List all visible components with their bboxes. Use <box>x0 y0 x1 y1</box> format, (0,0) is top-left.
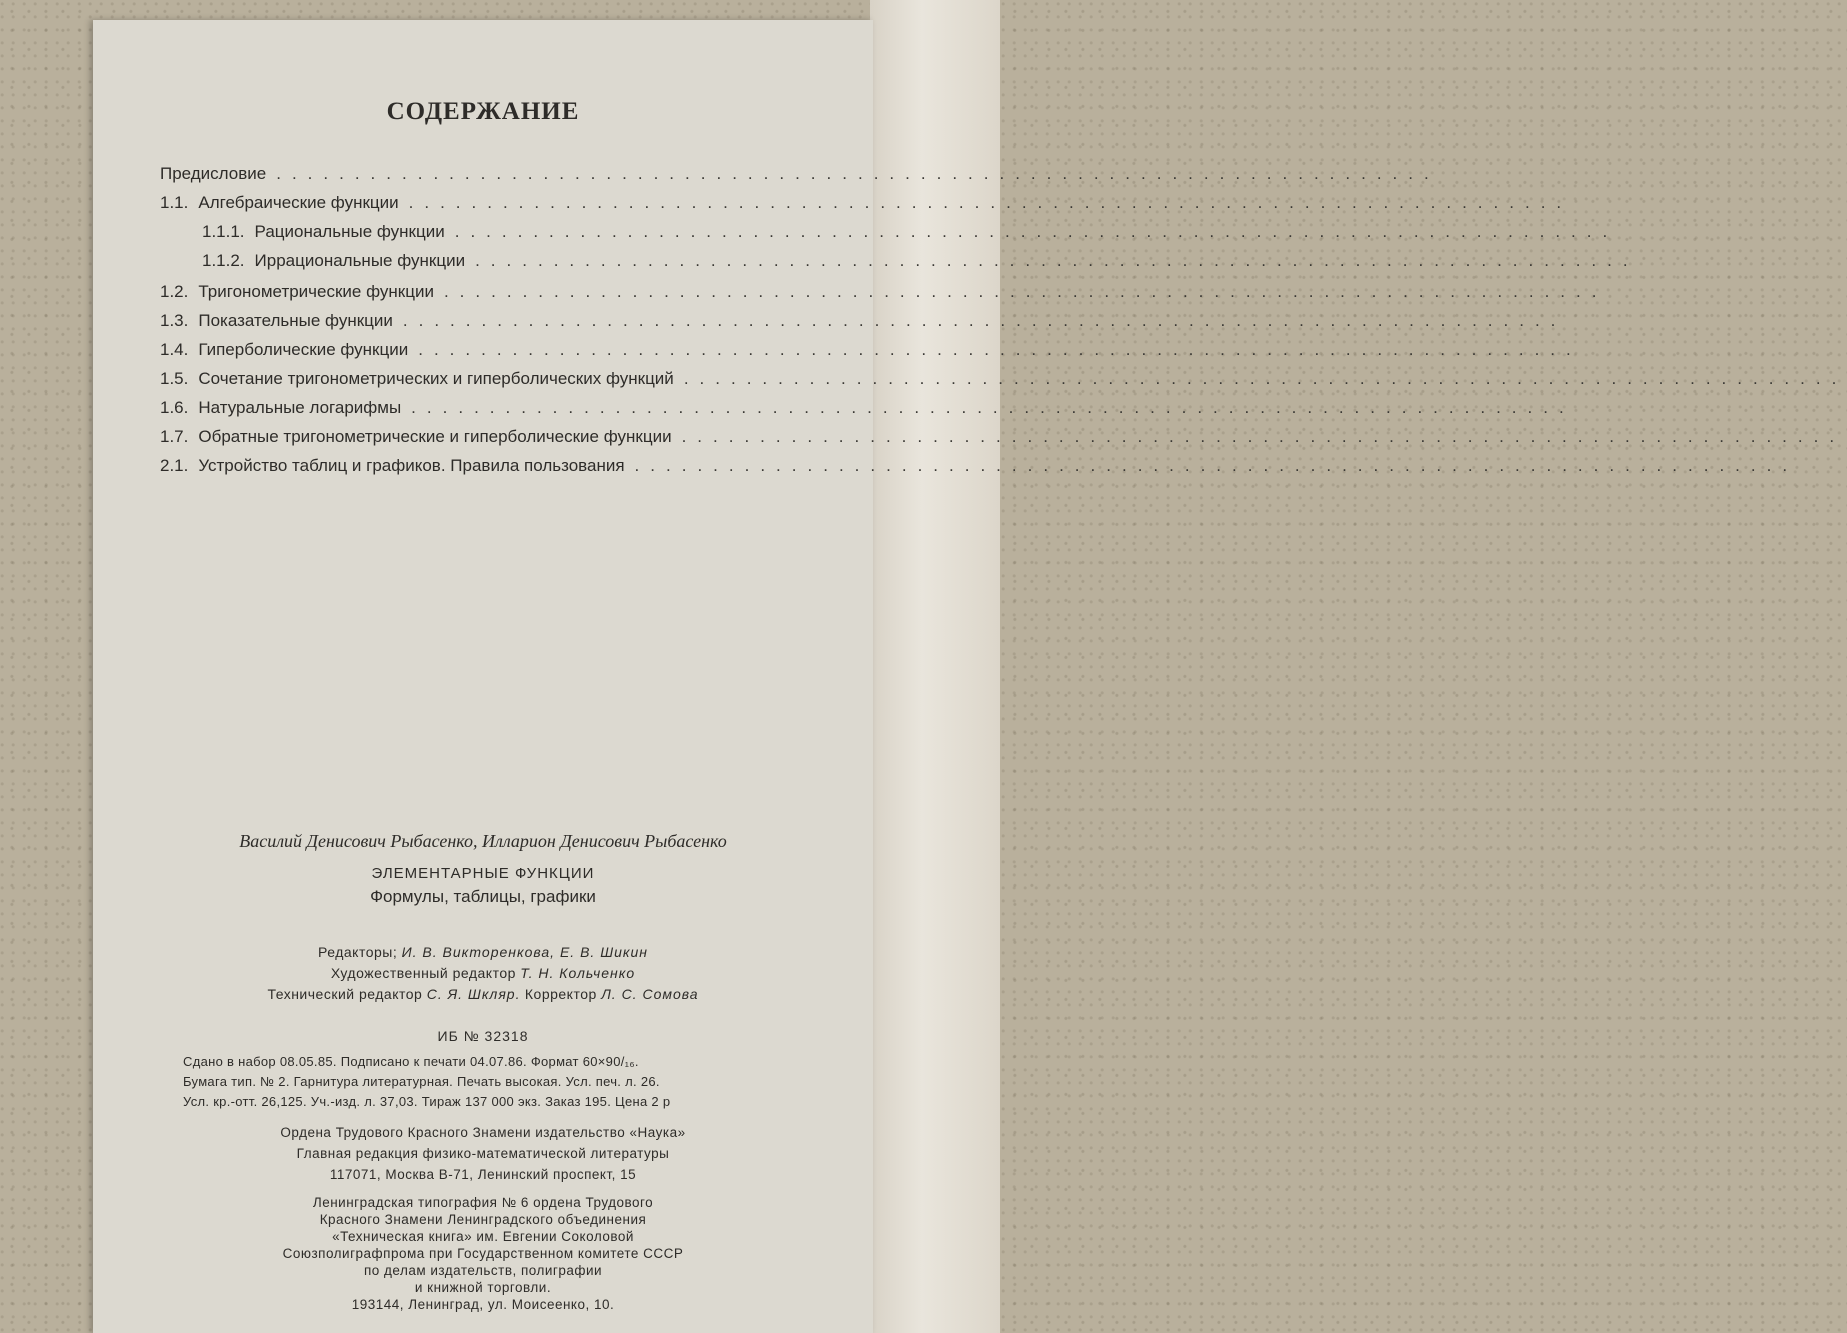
toc-item <box>160 282 1608 311</box>
printer-line: Союзполиграфпрома при Государственном комитете СССР <box>282 1246 684 1261</box>
editors-names: И. В. Викторенкова, Е. В. Шикин <box>401 944 648 960</box>
toc-leader-dots: .......................................................................... <box>411 398 1575 417</box>
toc-list <box>160 164 1847 485</box>
toc-item-text: Натуральные логарифмы <box>198 398 402 417</box>
book-subtitle: Формулы, таблицы, графики <box>370 887 596 906</box>
toc-leader-dots: .......................................................................... <box>454 222 1619 241</box>
editors-label: Редакторы; <box>318 944 398 960</box>
toc-item-text: Рациональные функции <box>254 222 445 241</box>
toc-item-number: 1.6. <box>160 398 189 417</box>
toc-leader-dots: .......................................................................... <box>683 369 1847 388</box>
toc-item <box>160 251 1639 280</box>
toc-item <box>160 427 1846 456</box>
printer-line: 193144, Ленинград, ул. Моисеенко, 10. <box>351 1297 615 1312</box>
printer-info <box>93 1194 873 1313</box>
printer-line: «Техническая книга» им. Евгении Соколовой <box>332 1229 634 1244</box>
toc-item-number: 1.4. <box>160 340 189 359</box>
printer-line: Красного Знамени Ленинградского объединения <box>319 1212 647 1227</box>
toc-item-text: Гиперболические функции <box>198 340 409 359</box>
ib-number: ИБ № 32318 <box>437 1028 529 1044</box>
authors: Василий Денисович Рыбасенко, Илларион Денисович Рыбасенко <box>239 831 727 851</box>
toc-item <box>160 311 1567 340</box>
printer-line: Ленинградская типография № 6 ордена Трудового <box>312 1195 654 1210</box>
toc-item <box>160 340 1582 369</box>
toc-item-text: Иррациональные функции <box>254 251 466 270</box>
print-details-line: Сдано в набор 08.05.85. Подписано к печати 04.07.86. Формат 60×90/₁₆. <box>183 1054 639 1069</box>
art-editor-name: Т. Н. Кольченко <box>520 965 636 981</box>
editorial-credits <box>93 942 873 1005</box>
tech-editor-name: С. Я. Шкляр. <box>426 986 521 1002</box>
tech-editor-label: Технический редактор <box>267 986 423 1002</box>
corrector-label: Корректор <box>524 986 597 1002</box>
toc-item-number: 1.7. <box>160 427 189 446</box>
toc-item <box>160 222 1619 251</box>
toc-item-text: Предисловие <box>160 164 267 183</box>
toc-item-text: Алгебраические функции <box>198 193 399 212</box>
publisher-line: 117071, Москва В-71, Ленинский проспект, 15 <box>329 1167 637 1182</box>
toc-item-text: Устройство таблиц и графиков. Правила пользования <box>198 456 625 475</box>
corrector-name: Л. С. Сомова <box>601 986 699 1002</box>
toc-leader-dots: .......................................................................... <box>475 251 1639 270</box>
toc-leader-dots: .......................................................................... <box>408 193 1573 212</box>
toc-leader-dots: .......................................................................... <box>634 456 1799 475</box>
editors-line <box>93 942 873 963</box>
toc-item <box>160 164 1440 193</box>
toc-leader-dots: .......................................................................... <box>276 164 1440 183</box>
toc-item-number: 2.1. <box>160 456 189 475</box>
print-details <box>183 1052 873 1112</box>
art-editor-label: Художественный редактор <box>330 965 516 981</box>
toc-item-number: 1.1.1. <box>202 222 245 241</box>
toc-item-number: 1.3. <box>160 311 189 330</box>
art-editor-line <box>93 963 873 984</box>
toc-leader-dots: .......................................................................... <box>443 282 1608 301</box>
printer-line: по делам издательств, полиграфии <box>363 1263 603 1278</box>
toc-title: СОДЕРЖАНИЕ <box>386 98 580 125</box>
publisher-info <box>93 1122 873 1185</box>
toc-leader-dots: .......................................................................... <box>418 340 1582 359</box>
print-details-line: Усл. кр.-отт. 26,125. Уч.-изд. л. 37,03. Тираж 137 000 экз. Заказ 195. Цена 2 р <box>183 1094 671 1109</box>
toc-item-text: Сочетание тригонометрических и гиперболических функций <box>198 369 674 388</box>
toc-leader-dots: .......................................................................... <box>402 311 1567 330</box>
book-title: ЭЛЕМЕНТАРНЫЕ ФУНКЦИИ <box>371 865 595 882</box>
toc-item-number: 1.1.2. <box>202 251 245 270</box>
toc-item <box>160 193 1573 222</box>
toc-item <box>160 456 1799 485</box>
publisher-line: Главная редакция физико-математической литературы <box>296 1146 670 1161</box>
toc-item-text: Показательные функции <box>198 311 393 330</box>
toc-item <box>160 398 1575 427</box>
book-page <box>93 20 1847 1333</box>
toc-item-text: Тригонометрические функции <box>198 282 434 301</box>
publisher-line: Ордена Трудового Красного Знамени издательство «Наука» <box>280 1125 686 1140</box>
toc-leader-dots: .......................................................................... <box>681 427 1846 446</box>
toc-item-number: 1.1. <box>160 193 189 212</box>
toc-item-number: 1.5. <box>160 369 189 388</box>
print-details-line: Бумага тип. № 2. Гарнитура литературная. Печать высокая. Усл. печ. л. 26. <box>183 1074 660 1089</box>
toc-item-number: 1.2. <box>160 282 189 301</box>
toc-item <box>160 369 1847 398</box>
tech-editor-line <box>93 984 873 1005</box>
toc-item-text: Обратные тригонометрические и гиперболические функции <box>198 427 672 446</box>
printer-line: и книжной торговли. <box>414 1280 552 1295</box>
